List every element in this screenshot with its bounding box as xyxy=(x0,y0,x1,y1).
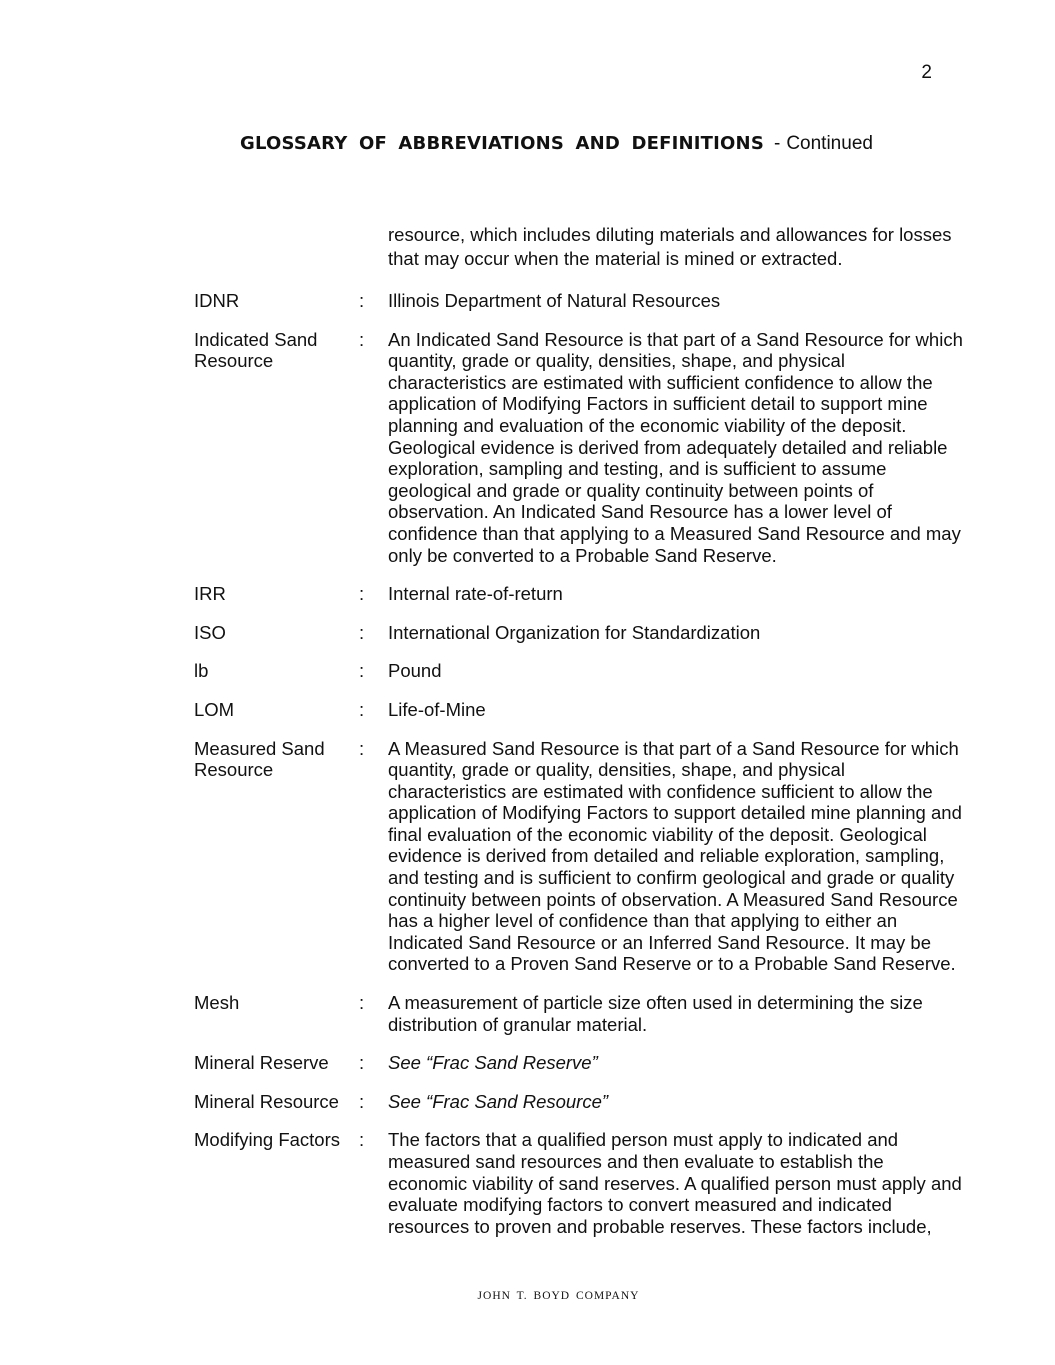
title-separator: - xyxy=(774,133,781,154)
glossary-definition: International Organization for Standardization xyxy=(388,621,761,643)
page-title xyxy=(0,133,1055,155)
glossary-term: IRR xyxy=(194,583,226,605)
glossary-colon: : xyxy=(359,1090,365,1112)
title-suffix: Continued xyxy=(786,133,873,154)
glossary-colon: : xyxy=(359,583,365,605)
glossary-term: IDNR xyxy=(194,290,240,311)
glossary-colon: : xyxy=(359,698,365,720)
glossary-term: Mineral Reserve xyxy=(194,1052,329,1074)
glossary-term: LOM xyxy=(194,698,235,720)
glossary-entry-indicated-sand-resource xyxy=(194,329,964,567)
glossary-colon: : xyxy=(359,290,365,311)
glossary-entry-irr xyxy=(194,583,964,605)
glossary-definition: An Indicated Sand Resource is that part of a Sand Resource for which quantity, grade or quality, densities, shape, and physical characteristics are estimated with sufficient confidence to allow the application of Modifying Factors in sufficient detail to support mine planning and evaluation of the economic viability of the deposit. Geological evidence is derived from adequately detailed and reliable exploration, sampling and testing, and is sufficient to assume geological and grade or quality continuity between points of observation. An Indicated Sand Resource has a lower level of confidence than that applying to a Measured Sand Resource and may only be converted to a Probable Sand Reserve. xyxy=(388,328,963,566)
glossary-definition: Pound xyxy=(388,660,442,682)
title-main: GLOSSARY OF ABBREVIATIONS AND DEFINITIONS xyxy=(240,133,764,154)
glossary-colon: : xyxy=(359,621,365,643)
glossary-entry-idnr xyxy=(194,290,964,312)
glossary-definition: Life-of-Mine xyxy=(388,698,486,720)
glossary-definition: See “Frac Sand Reserve” xyxy=(388,1052,598,1074)
page-number: 2 xyxy=(921,62,932,83)
glossary-entry-mineral-resource xyxy=(194,1091,964,1113)
glossary-colon: : xyxy=(359,1052,365,1074)
glossary-colon: : xyxy=(359,737,365,759)
glossary-term: Measured Sand Resource xyxy=(194,737,325,781)
glossary-entry-mineral-reserve xyxy=(194,1052,964,1074)
glossary-definition: Illinois Department of Natural Resources xyxy=(388,290,721,311)
glossary-entry-modifying-factors xyxy=(194,1129,964,1237)
glossary-definition: See “Frac Sand Resource” xyxy=(388,1090,609,1112)
glossary-entry-lom xyxy=(194,699,964,721)
glossary-entry-iso xyxy=(194,622,964,644)
glossary-colon: : xyxy=(359,992,365,1014)
glossary-term: lb xyxy=(194,660,209,682)
glossary-colon: : xyxy=(359,660,365,682)
continuation-entry xyxy=(194,223,964,271)
glossary-term: ISO xyxy=(194,621,226,643)
footer-company-name: JOHN T. BOYD COMPANY xyxy=(477,1290,640,1302)
glossary-list xyxy=(194,223,964,1254)
glossary-term: Modifying Factors xyxy=(194,1129,340,1151)
glossary-term: Mesh xyxy=(194,992,240,1014)
glossary-term: Mineral Resource xyxy=(194,1090,339,1112)
glossary-definition: Internal rate-of-return xyxy=(388,583,563,605)
continuation-text: resource, which includes diluting materials and allowances for losses that may occur when the material is mined or extracted. xyxy=(388,224,952,269)
glossary-definition: A Measured Sand Resource is that part of a Sand Resource for which quantity, grade or quality, densities, shape, and physical characteristics are estimated with confidence sufficient to allow the application of Modifying Factors to support detailed mine planning and final evaluation of the economic viability of the deposit. Geological evidence is derived from detailed and reliable exploration, sampling, and testing and is sufficient to confirm geological and grade or quality continuity between points of observation. A Measured Sand Resource has a higher level of confidence than that applying to either an Indicated Sand Resource or an Inferred Sand Resource. It may be converted to a Proven Sand Reserve or to a Probable Sand Reserve. xyxy=(388,737,962,975)
glossary-entry-mesh xyxy=(194,992,964,1035)
glossary-definition: A measurement of particle size often used in determining the size distribution of granular material. xyxy=(388,992,923,1035)
glossary-term: Indicated Sand Resource xyxy=(194,328,318,372)
glossary-colon: : xyxy=(359,328,365,350)
glossary-definition: The factors that a qualified person must apply to indicated and measured sand resources and then evaluate to establish the economic viability of sand reserves. A qualified person must apply and evaluate modifying factors to convert measured and indicated resources to proven and probable reserves. These factors include, xyxy=(388,1129,962,1237)
glossary-entry-lb xyxy=(194,660,964,682)
glossary-colon: : xyxy=(359,1129,365,1151)
glossary-entry-measured-sand-resource xyxy=(194,738,964,976)
